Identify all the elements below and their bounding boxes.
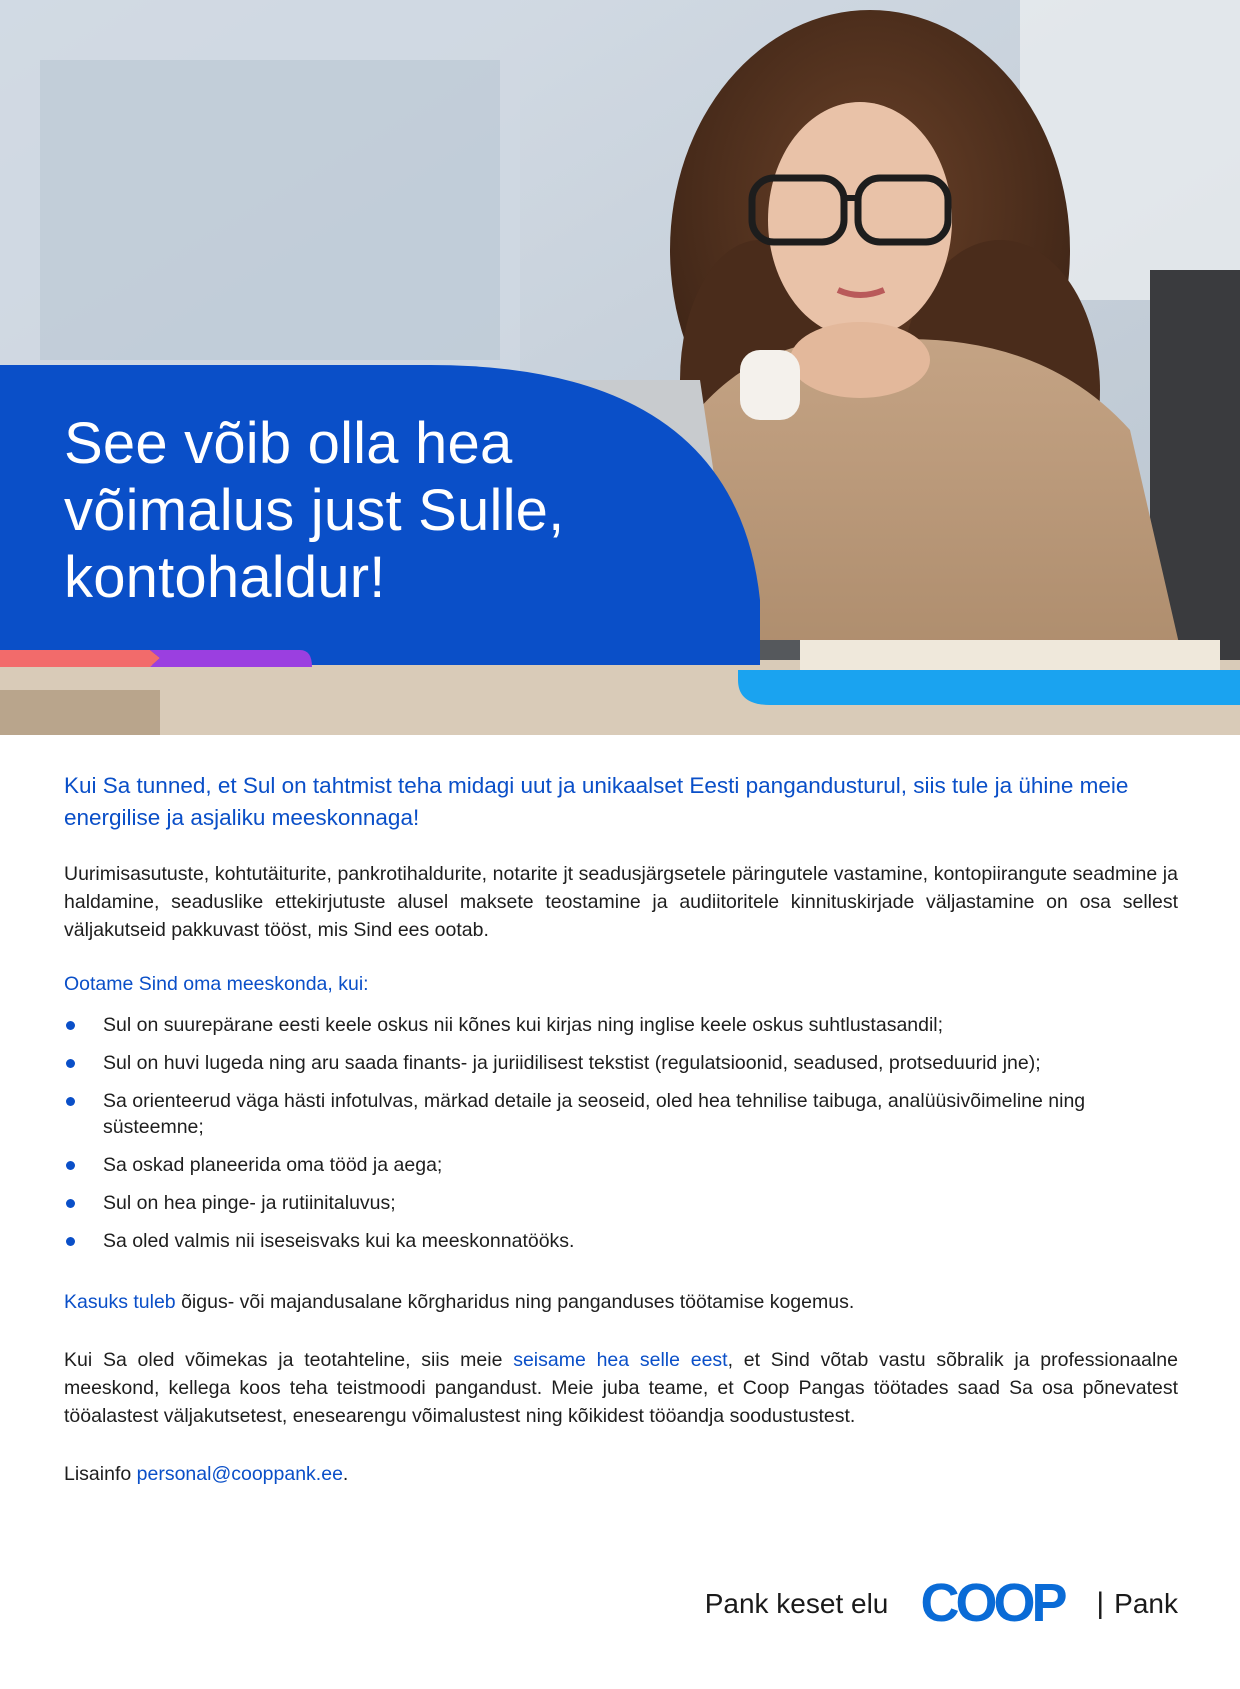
bullet-icon	[66, 1237, 75, 1246]
coop-logo	[902, 1577, 1082, 1631]
job-ad-body	[64, 770, 1178, 1488]
stripe-purple	[150, 650, 312, 667]
bullet-icon	[66, 1199, 75, 1208]
list-item	[64, 1152, 1178, 1178]
slogan: Pank keset elu	[704, 1588, 889, 1619]
cyan-accent	[738, 670, 1240, 705]
intro-text: Kui Sa tunned, et Sul on tahtmist teha midagi uut ja unikaalset Eesti pangandusturul, siis tule ja ühine meie energilise ja asjaliku meeskonnaga!	[64, 773, 1129, 830]
offer-before: Kui Sa oled võimekas ja teotahteline, siis meie	[64, 1349, 514, 1371]
list-item-text: Sul on hea pinge- ja rutiinitaluvus;	[103, 1192, 396, 1214]
svg-text:COOP: COOP	[920, 1577, 1064, 1631]
list-item-text: Sa oskad planeerida oma tööd ja aega;	[103, 1154, 443, 1176]
offer-highlight: seisame hea selle eest	[513, 1349, 728, 1371]
advantage-text	[64, 1288, 1178, 1316]
list-item	[64, 1050, 1178, 1076]
list-item	[64, 1228, 1178, 1254]
advantage-rest: õigus- või majandusalane kõrgharidus ning panganduses töötamise kogemus.	[175, 1291, 855, 1313]
stripe-coral	[0, 650, 160, 667]
requirements-list	[64, 1012, 1178, 1254]
contact-end: .	[342, 1463, 349, 1485]
headline	[64, 410, 684, 611]
bank-label: Pank	[1114, 1588, 1178, 1619]
bullet-icon	[66, 1097, 75, 1106]
headline-line-3: kontohaldur!	[64, 545, 386, 610]
headline-line-1: See võib olla hea	[64, 411, 513, 476]
separator: |	[1096, 1587, 1105, 1620]
job-description: Uurimisasutuste, kohtutäiturite, pankrotihaldurite, notarite jt seadusjärgsetele päringutele vastamine, kontopiirangute seadmine ja haldamine, seaduslike ettekirjutuste alusel maksete teostamine ja audiitoritele kinnituskirjade väljastamine on osa sellest väljakutseid pakkuvast tööst, mis Sind ees ootab.	[64, 863, 1178, 941]
list-item	[64, 1190, 1178, 1216]
bullet-icon	[66, 1059, 75, 1068]
offer-after: , et Sind võtab vastu sõbralik ja professionaalne meeskond, kellega koos teha teistmoodi pangandust. Meie juba teame, et Coop Pangas töötades saad Sa osa põnevatest tööalastest väljakutsetest, enesearengu võimalustest ning kõikidest tööandja soodustustest.	[64, 1349, 1178, 1427]
headline-panel	[0, 0, 1240, 735]
list-item-text: Sul on suurepärane eesti keele oskus nii kõnes kui kirjas ning inglise keele oskus suhtlustasandil;	[103, 1014, 944, 1036]
bullet-icon	[66, 1021, 75, 1030]
list-item-text: Sa orienteerud väga hästi infotulvas, märkad detaile ja seoseid, oled hea tehnilise taibuga, analüüsivõimeline ning süsteemne;	[103, 1090, 1086, 1138]
contact-text	[64, 1460, 1178, 1488]
list-item-text: Sa oled valmis nii iseseisvaks kui ka meeskonnatööks.	[103, 1230, 575, 1252]
list-item	[64, 1012, 1178, 1038]
advantage-highlight: Kasuks tuleb	[64, 1291, 176, 1313]
list-item-text: Sul on huvi lugeda ning aru saada finants- ja juriidilisest tekstist (regulatsioonid, seadused, protseduurid jne);	[103, 1052, 1041, 1074]
requirements-heading: Ootame Sind oma meeskonda, kui:	[64, 973, 369, 995]
offer-text	[64, 1346, 1178, 1430]
contact-label: Lisainfo	[64, 1463, 137, 1485]
hero-banner	[0, 0, 1240, 735]
bullet-icon	[66, 1161, 75, 1170]
list-item	[64, 1088, 1178, 1140]
contact-email-link[interactable]: personal@cooppank.ee	[136, 1463, 343, 1485]
headline-line-2: võimalus just Sulle,	[64, 478, 565, 543]
footer-branding	[705, 1576, 1178, 1632]
